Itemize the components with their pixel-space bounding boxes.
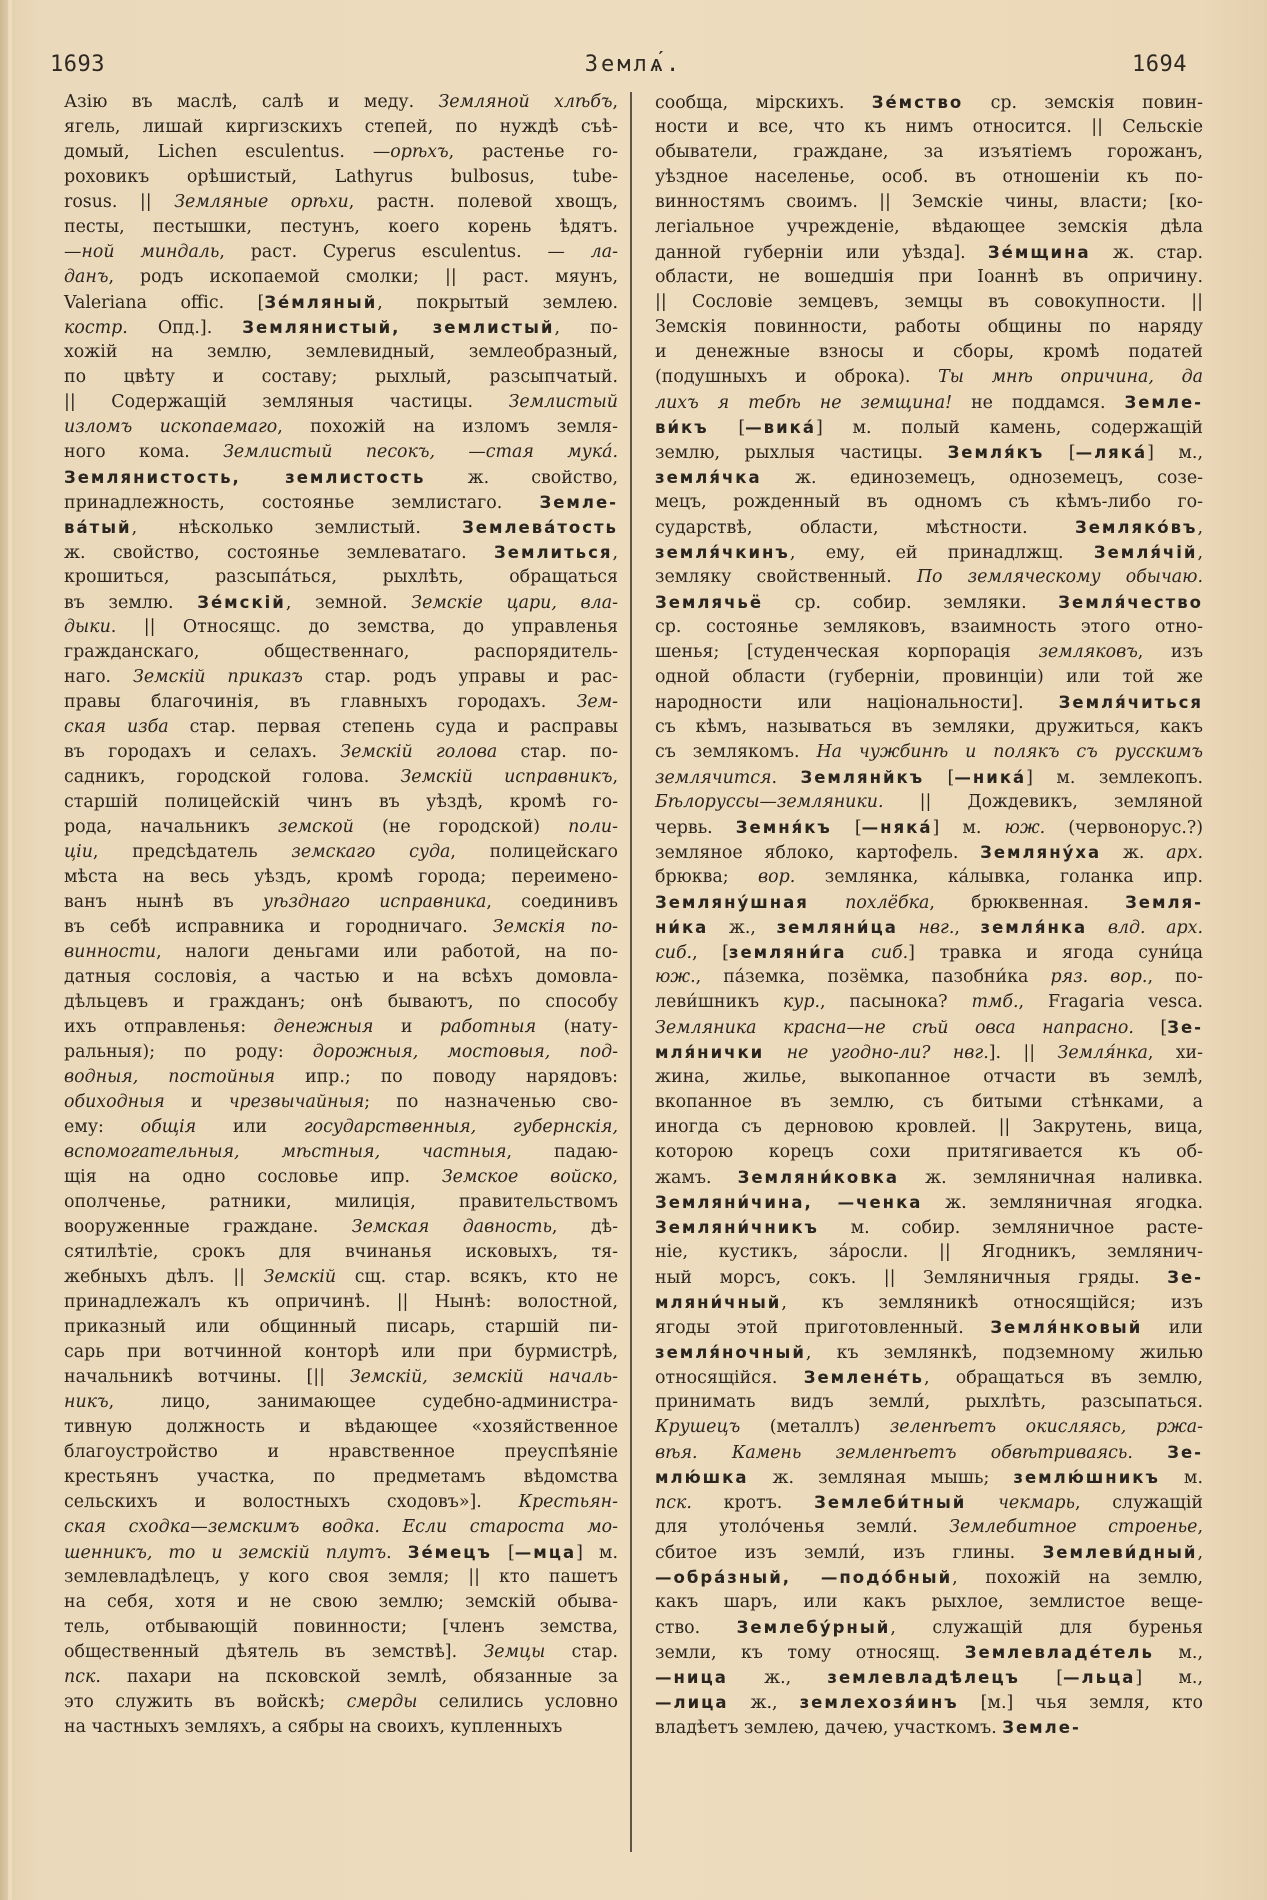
text-line: сбитое изъ земли́, изъ глины. Землеви́дный, <box>655 1543 1203 1563</box>
text-line: тивную должность и вѣдающее «хозяйственное <box>64 1417 618 1437</box>
text-line: пск. пахари на псковской землѣ, обязанные за <box>64 1667 618 1687</box>
text-line: на себя, хотя и не свою землю; земскій обыва- <box>64 1592 618 1612</box>
text-line: уѣздное населенье, особ. въ отношеніи къ по- <box>655 167 1203 187</box>
column-divider <box>630 92 632 1852</box>
text-line: землячится. Землянйкъ [—ника́] м. землекопъ. <box>655 768 1203 788</box>
text-line: старшій полицейскій чинъ въ уѣздѣ, кромѣ го- <box>64 792 618 812</box>
text-line: жина, жилье, выкопанное отчасти въ землѣ, <box>655 1067 1203 1087</box>
text-line: Землянистость, землистость ж. свойство, <box>64 468 618 488</box>
text-line: Бѣлоруссы—земляники. || Дождевикъ, земляной <box>655 792 1203 812</box>
text-line: вѣя. Камень земленѣетъ обвѣтриваясь. Зе- <box>655 1443 1203 1463</box>
text-line: садникъ, городской голова. Земскій исправникъ, <box>64 767 619 787</box>
text-line: Земляника красна—не сѣй овса напрасно. [Зе- <box>655 1018 1203 1038</box>
text-line: на частныхъ земляхъ, а сябры на своихъ, купленныхъ <box>64 1717 563 1737</box>
text-line: ный морсъ, сокъ. || Земляничныя гряды. Зе- <box>655 1268 1203 1288</box>
text-line: —лица ж., землехозя́инъ [м.] чья земля, кто <box>655 1693 1203 1713</box>
text-line: наго. Земскій приказъ стар. родъ управы и рас- <box>64 667 618 687</box>
text-line: Valeriana offic. [Зе́мляный, покрытый землею. <box>64 293 618 313</box>
text-line: —ница ж., землевладѣлецъ [—льца] м., <box>655 1668 1203 1688</box>
text-line: тель, отбывающій повинности; [членъ земства, <box>64 1617 618 1637</box>
text-line: млю́шка ж. земляная мышь; землю́шникъ м. <box>655 1468 1203 1488</box>
text-line: шенья; [студенческая корпорація земляковъ, изъ <box>655 642 1204 662</box>
text-line: —обра́зный, —подо́бный, похожій на землю, <box>655 1568 1203 1588</box>
text-line: Земляну́шная похлёбка, брюквенная. Земля- <box>655 893 1204 913</box>
text-line: въ себѣ исправника и городничаго. Земскія по- <box>64 917 618 937</box>
text-line: ская изба стар. первая степень суда и расправы <box>64 717 618 737</box>
text-line: съ кѣмъ, называться въ земляки, дружиться, какъ <box>655 717 1203 737</box>
text-line: Земскія повинности, работы общины по наряду <box>655 317 1203 337</box>
text-line: для утоло́ченья земли́. Землебитное строенье, <box>655 1517 1203 1537</box>
text-line: винностямъ своимъ. || Земскіе чины, власти; [ко- <box>655 192 1203 212</box>
text-line: земля́ночный, къ землянкѣ, подземному жилью <box>655 1343 1203 1363</box>
text-line: мецъ, рожденный въ одномъ съ кѣмъ-либо го- <box>655 492 1203 512</box>
text-line: —ной миндаль, раст. Cyperus esculentus. — ла- <box>64 242 618 262</box>
text-line: ягоды этой приготовленный. Земля́нковый или <box>655 1318 1203 1338</box>
text-line: начальникѣ вотчины. [|| Земскій, земскій началь- <box>64 1367 618 1387</box>
text-line: жебныхъ дѣлъ. || Земскій сщ. стар. всякъ, кто не <box>64 1267 618 1287</box>
text-line: вкопанное въ землю, съ битыми стѣнками, а <box>655 1092 1203 1112</box>
text-line: хожій на землю, землевидный, землеобразный, <box>64 342 618 362</box>
text-line: общественный дѣятель въ земствѣ]. Земцы стар. <box>64 1642 618 1662</box>
text-line: червь. Земня́къ [—няка́] м. юж. (червонорус.?) <box>655 818 1203 838</box>
text-line: въ городахъ и селахъ. Земскій голова стар. по- <box>64 742 618 762</box>
text-line: ва́тый, нѣсколько землистый. Землева́тость <box>64 518 618 538</box>
text-line: || Содержащій земляныя частицы. Землистый <box>64 392 618 412</box>
text-line: Земляни́чникъ м. собир. земляничное расте- <box>655 1218 1203 1238</box>
page-number-right: 1694 <box>1132 52 1187 77</box>
text-line: мѣста на весь уѣздъ, кромѣ города; переимено- <box>64 867 618 887</box>
text-line: сарь при вотчинной конторѣ или при бурмистрѣ, <box>64 1342 618 1362</box>
text-line: дѣльцевъ и гражданъ; онѣ бываютъ, по способу <box>64 992 618 1012</box>
right-column <box>655 90 1203 1740</box>
text-line: принадлежность, состоянье землистаго. Земле- <box>64 493 618 513</box>
text-line: изломъ ископаемаго, похожій на изломъ земля- <box>64 417 618 437</box>
text-line: ни́ка ж., земляни́ца нвг., земля́нка влд. арх. <box>655 918 1203 938</box>
text-line: ви́къ [—вика́] м. полый камень, содержащій <box>655 418 1203 438</box>
text-line: пск. кротъ. Землеби́тный чекмарь, служащій <box>655 1493 1203 1513</box>
text-line: мляни́чный, къ земляникѣ относящійся; изъ <box>655 1293 1203 1313</box>
text-line: крошиться, разсыпа́ться, рыхлѣть, обращаться <box>64 567 618 587</box>
text-line: жамъ. Земляни́ковка ж. земляничная наливка. <box>655 1168 1203 1188</box>
text-line: ополченье, ратники, милиція, правительствомъ <box>64 1192 618 1212</box>
text-line: костр. Опд.]. Землянистый, землистый, по- <box>64 318 619 338</box>
text-line: песты, пестышки, пестунъ, коего корень ѣдятъ. <box>64 217 618 237</box>
text-line: это служить въ войскѣ; смерды селились условно <box>64 1692 618 1712</box>
text-line: никъ, лицо, занимающее судебно-администра- <box>64 1392 618 1412</box>
text-line: ство. Землебу́рный, служащій для буренья <box>655 1618 1203 1638</box>
text-line: народности или національности]. Земля́читься <box>655 693 1203 713</box>
text-line: ж. свойство, состоянье землеватаго. Землиться, <box>64 543 618 563</box>
text-line: правы благочинія, въ главныхъ городахъ. Зем- <box>64 692 618 712</box>
text-line: Землячьё ср. собир. земляки. Земля́чество <box>655 593 1203 613</box>
text-line: обиходныя и чрезвычайныя; по назначенью сво- <box>64 1092 618 1112</box>
text-line: приказный или общинный писарь, старшій пи- <box>64 1317 618 1337</box>
text-line: ного кома. Землистый песокъ, —стая мука́. <box>64 442 618 462</box>
text-line: лихъ я тебѣ не земщина! не поддамся. Земле- <box>655 393 1203 413</box>
text-line: Азію въ маслѣ, салѣ и меду. Земляной хлѣбъ, <box>64 92 618 112</box>
text-line: шенникъ, то и земскій плутъ. Зе́мецъ [—мца] м. <box>64 1543 618 1563</box>
text-line: Земляни́чина, —ченка ж. земляничная ягодка. <box>655 1193 1203 1213</box>
text-line: легіальное учрежденіе, вѣдающее земскія дѣла <box>655 217 1203 237</box>
text-line: ванъ нынѣ въ уѣзднаго исправника, соединивъ <box>64 892 618 912</box>
text-line: роховикъ орѣшистый, Lathyrus bulbosus, tube- <box>64 167 618 187</box>
text-line: ср. состоянье земляковъ, взаимность этого отно- <box>655 617 1203 637</box>
text-line: сиб., [земляни́га сиб.] травка и ягода суни́ца <box>655 943 1203 963</box>
text-line: съ землякомъ. На чужбинѣ и полякъ съ русскимъ <box>655 742 1203 762</box>
text-line: земля́чкинъ, ему, ей принадлжщ. Земля́чій, <box>655 543 1203 563</box>
left-column <box>64 90 618 1740</box>
text-line: земля́чка ж. единоземецъ, одноземецъ, созе- <box>655 468 1203 488</box>
text-line: ихъ отправленья: денежныя и работныя (нату- <box>64 1017 618 1037</box>
text-line: rosus. || Земляные орѣхи, растн. полевой хвощъ, <box>64 192 618 212</box>
text-line: земляное яблоко, картофель. Земляну́ха ж. арх. <box>655 843 1203 863</box>
text-line: винности, налоги деньгами или работой, на по- <box>64 942 618 962</box>
text-line: принимать видъ земли́, рыхлѣть, разсыпаться. <box>655 1392 1203 1412</box>
text-line: въ землю. Зе́мскій, земной. Земскіе цари, вла- <box>64 593 618 613</box>
text-line: сятилѣтіе, срокъ для вчинанья исковыхъ, тя- <box>64 1242 618 1262</box>
text-line: принадлежалъ къ опричинѣ. || Нынѣ: волостной, <box>64 1292 618 1312</box>
text-line: данной губерніи или уѣзда]. Зе́мщина ж. стар. <box>655 243 1203 263</box>
text-line: ская сходка—земскимъ водка. Если староста мо- <box>64 1517 618 1537</box>
text-line: мля́нички не угодно-ли? нвг.]. || Земля́нка, хи- <box>655 1043 1204 1063</box>
text-line: сообща, мірскихъ. Зе́мство ср. земскія повин- <box>655 93 1204 113</box>
text-line: одной области (губерніи, провинціи) или той же <box>655 667 1203 687</box>
page-number-left: 1693 <box>50 52 105 77</box>
text-line: земляку свойственный. По земляческому обычаю. <box>655 567 1203 587</box>
text-line: леви́шникъ кур., пасынока? тмб., Fragaria vesca. <box>655 992 1203 1012</box>
text-line: водныя, постойныя ипр.; по поводу нарядовъ: <box>64 1067 619 1087</box>
text-line: рода, начальникъ земской (не городской) поли- <box>64 817 618 837</box>
text-line: Крушецъ (металлъ) зеленѣетъ окисляясь, ржа- <box>655 1417 1203 1437</box>
running-head-title: Землѧ́. <box>584 52 683 77</box>
text-line: которою корецъ сохи притягивается къ об- <box>655 1142 1203 1162</box>
text-line: сельскихъ и волостныхъ сходовъ»]. Крестьян- <box>64 1492 618 1512</box>
text-line: ему: общія или государственныя, губернскія, <box>64 1117 618 1137</box>
text-line: сударствѣ, области, мѣстности. Земляко́въ, <box>655 518 1203 538</box>
text-line: какъ шаръ, или какъ рыхлое, землистое веще- <box>655 1592 1203 1612</box>
text-line: крестьянъ участка, по предметамъ вѣдомства <box>64 1467 618 1487</box>
text-line: благоустройство и нравственное преуспѣяніе <box>64 1442 618 1462</box>
text-line: ціи, предсѣдатель земскаго суда, полицейскаго <box>64 842 618 862</box>
text-line: иногда съ дерновою кровлей. || Закрутень, вица, <box>655 1117 1203 1137</box>
book-spine-edge <box>8 0 12 1900</box>
text-line: данъ, родъ ископаемой смолки; || раст. мяунъ, <box>64 267 618 287</box>
text-line: обыватели, граждане, за изъятіемъ горожанъ, <box>655 142 1203 162</box>
text-line: || Сословіе земцевъ, земцы въ совокупности. || <box>655 292 1203 312</box>
text-line: относящійся. Землене́ть, обращаться въ землю, <box>655 1368 1204 1388</box>
text-line: дыки. || Относящс. до земства, до управленья <box>64 617 618 637</box>
text-line: по цвѣту и составу; рыхлый, разсыпчатый. <box>64 367 618 387</box>
text-line: (подушныхъ и оброка). Ты мнѣ опричина, да <box>655 367 1204 387</box>
text-line: ральныя); по роду: дорожныя, мостовыя, под- <box>64 1042 618 1062</box>
text-line: домый, Lichen esculentus. —орѣхъ, растенье го- <box>64 142 618 162</box>
text-line: щія на одно сословье ипр. Земское войско, <box>64 1167 618 1187</box>
text-line: землевладѣлецъ, у кого своя земля; || кто пашетъ <box>64 1567 618 1587</box>
text-line: датныя сословія, а частью и на всѣхъ домовла- <box>64 967 618 987</box>
text-line: вспомогательныя, мѣстныя, частныя, падаю- <box>64 1142 618 1162</box>
text-line: землю, рыхлыя частицы. Земля́къ [—ляка́] м., <box>655 443 1203 463</box>
text-line: владѣетъ землею, дачею, участкомъ. Земле- <box>655 1718 1081 1738</box>
text-line: брюква; вор. землянка, ка́лывка, голанка ипр. <box>655 867 1203 887</box>
text-line: юж., па́земка, позёмка, пазобни́ка ряз. вор., по- <box>655 967 1203 987</box>
text-line: области, не вошедшія при Іоаннѣ въ опричину. <box>655 267 1203 287</box>
text-line: вооруженные граждане. Земская давность, дѣ- <box>64 1217 618 1237</box>
text-line: ягель, лишай киргизскихъ степей, по нуждѣ съѣ- <box>64 117 618 137</box>
text-line: земли, къ тому относящ. Землевладе́тель м., <box>655 1643 1203 1663</box>
text-line: и денежные взносы и сборы, кромѣ податей <box>655 342 1203 362</box>
text-line: ности и все, что къ нимъ относится. || Сельскіе <box>655 117 1203 137</box>
text-line: ніе, кустикъ, за́росли. || Ягодникъ, землянич- <box>655 1242 1203 1262</box>
text-line: гражданскаго, общественнаго, распорядитель- <box>64 642 618 662</box>
